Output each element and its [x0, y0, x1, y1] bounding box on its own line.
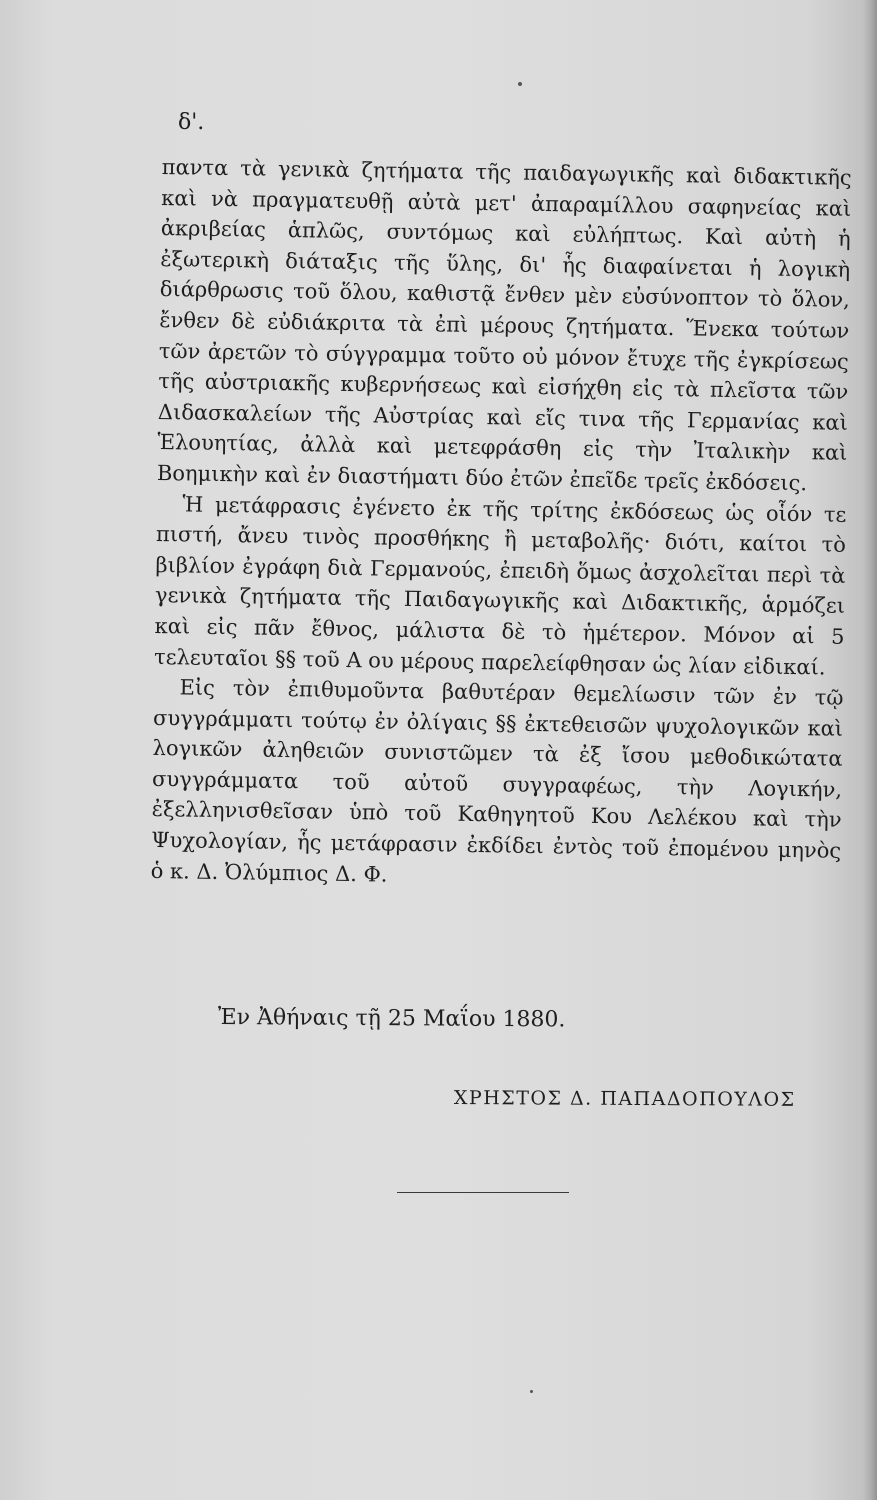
signature: ΧΡΗΣΤΟΣ Δ. ΠΑΠΑΔΟΠΟΥΛΟΣ	[453, 1087, 796, 1111]
page-number: δ'.	[178, 110, 205, 135]
closing-rule	[397, 1192, 569, 1193]
body-text	[150, 152, 851, 897]
paragraph-2: Ἡ μετάφρασις ἐγένετο ἐκ τῆς τρίτης ἐκδόσεως ὡς οἷόν τε πιστή, ἄνευ τινὸς προσθήκης ἢ μεταβολῆς· διότι, καίτοι τὸ βιβλίον ἐγράφη διὰ Γερμανούς, ἐπειδὴ ὅμως ἀσχολεῖται περὶ τὰ γενικὰ ζητήματα τῆς Παιδαγωγικῆς καὶ Διδακτικῆς, ἁρμόζει καὶ εἰς πᾶν ἔθνος, μάλιστα δὲ τὸ ἡμέτερον. Μόνον αἱ 5 τελευταῖοι §§ τοῦ Α ου μέρους παρελείφθησαν ὡς λίαν εἰδικαί.	[153, 491, 847, 679]
paper-speck	[530, 1390, 533, 1393]
paragraph-3: Εἰς τὸν ἐπιθυμοῦντα βαθυτέραν θεμελίωσιν τῶν ἐν τῷ συγγράμματι τούτῳ ἐν ὀλίγαις §§ ἐκτεθεισῶν ψυχολογικῶν καὶ λογικῶν ἀληθειῶν συνιστῶμεν τὰ ἐξ ἴσου μεθοδικώτατα συγγράμματα τοῦ αὐτοῦ συγγραφέως, τὴν Λογικήν, ἐξελληνισθεῖσαν ὑπὸ τοῦ Καθηγητοῦ Κου Λελέκου καὶ τὴν Ψυχολογίαν, ἧς μετάφρασιν ἐκδίδει ἐντὸς τοῦ ἐπομένου μηνὸς ὁ κ. Δ. Ὀλύμπιος Δ. Φ.	[150, 675, 844, 887]
paragraph-1: παντα τὰ γενικὰ ζητήματα τῆς παιδαγωγικῆς καὶ διδακτικῆς καὶ νὰ πραγματευθῇ αὐτὰ μετ' ἀπαραμίλλου σαφηνείας καὶ ἀκριβείας ἁπλῶς, συντόμως καὶ εὐλήπτως. Καὶ αὐτὴ ἡ ἐξωτερικὴ διάταξις τῆς ὕλης, δι' ἧς διαφαίνεται ἡ λογικὴ διάρθρωσις τοῦ ὅλου, καθιστᾷ ἔνθεν μὲν εὐσύνοπτον τὸ ὅλον, ἔνθεν δὲ εὐδιάκριτα τὰ ἐπὶ μέρους ζητήματα. Ἕνεκα τούτων τῶν ἀρετῶν τὸ σύγγραμμα τοῦτο οὐ μόνον ἔτυχε τῆς ἐγκρίσεως τῆς αὐστριακῆς κυβερνήσεως καὶ εἰσήχθη εἰς τὰ πλεῖστα τῶν Διδασκαλείων τῆς Αὐστρίας καὶ εἴς τινα τῆς Γερμανίας καὶ Ἑλουητίας, ἀλλὰ καὶ μετεφράσθη εἰς τὴν Ἰταλικὴν καὶ Βοημικὴν καὶ ἐν διαστήματι δύο ἐτῶν ἐπεῖδε τρεῖς ἐκδόσεις.	[156, 154, 852, 496]
dateline: Ἐν Ἀθήναις τῇ 25 Μαΐου 1880.	[217, 1005, 566, 1033]
page-edge-shadow	[863, 0, 877, 1500]
paper-speck	[518, 82, 522, 86]
